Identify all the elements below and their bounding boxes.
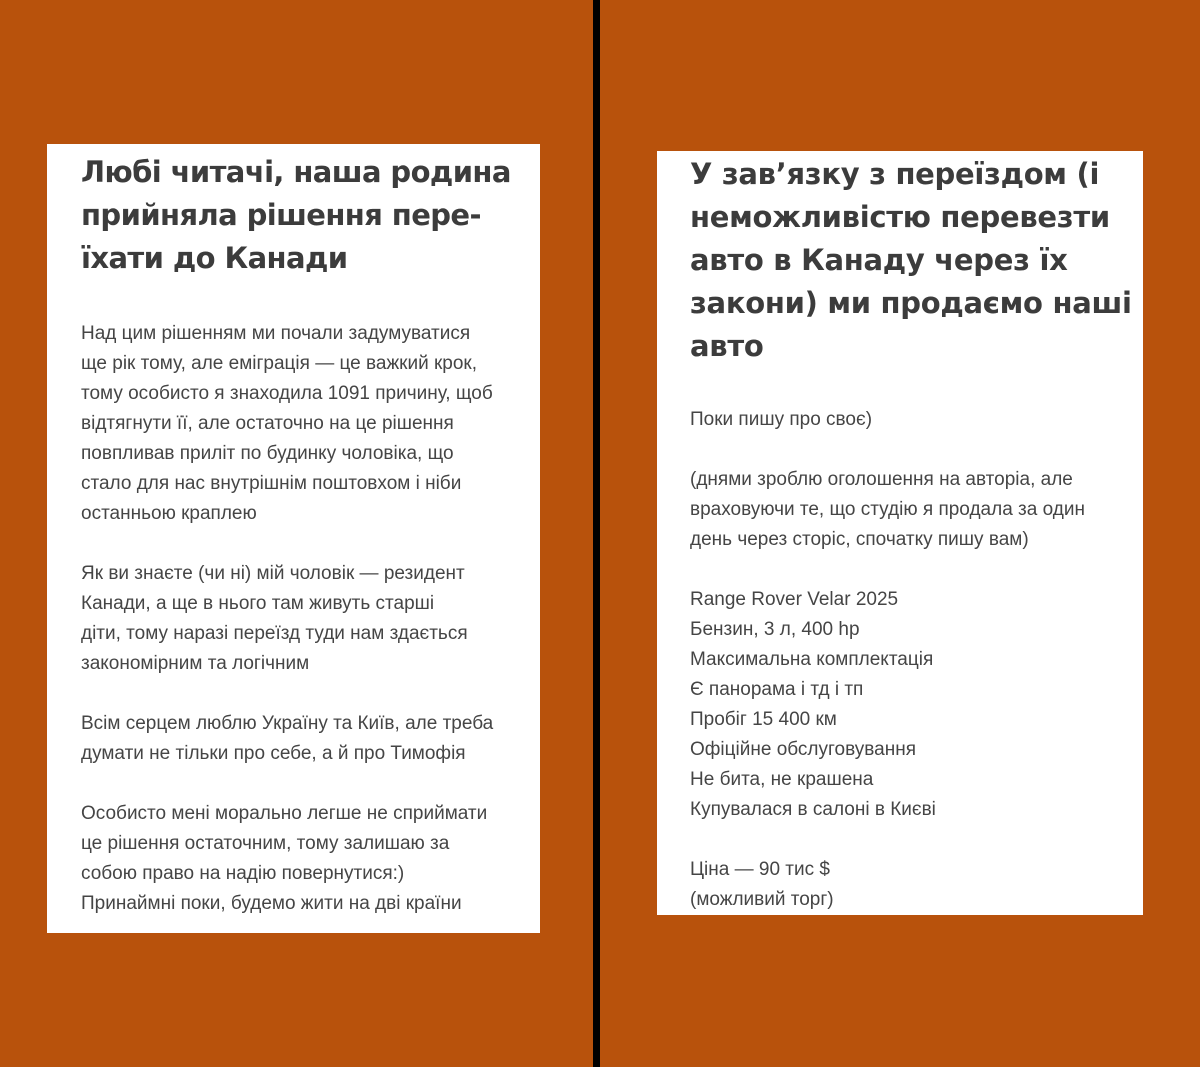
left-card-title [81,151,520,280]
text-line: останньою краплею [81,503,257,524]
right-card-title [690,153,1132,368]
text-line: закономірним та логічним [81,653,310,674]
price-line: Ціна — 90 тис $ [690,859,830,880]
text-line: думати не тільки про себе, а й про Тимофія [81,743,466,764]
text-line: враховуючи те, що студію я продала за один [690,499,1085,520]
title-line: Любі читачі, наша родина [81,155,511,189]
title-line: авто [690,329,764,363]
text-line: (днями зроблю оголошення на авторіа, але [690,469,1073,490]
left-paragraph-ukraine [81,709,520,769]
text-line: ще рік тому, але еміграція — це важкий крок, [81,353,478,374]
right-paragraph-note [690,465,1123,555]
text-line: Особисто мені морально легше не сприймати [81,803,488,824]
left-paragraph-hope [81,799,520,919]
text-line: собою право на надію повернутися:) [81,863,405,884]
text-line: тому особисто я знаходила 1091 причину, щоб [81,383,493,404]
spec-line: Пробіг 15 400 км [690,709,837,730]
text-line: стало для нас внутрішнім поштовхом і ніби [81,473,462,494]
title-line: закони) ми продаємо наші [690,286,1132,320]
left-paragraph-husband [81,559,520,679]
text-line: повпливав приліт по будинку чоловіка, що [81,443,454,464]
text-line: діти, тому наразі переїзд туди нам здається [81,623,468,644]
title-line: їхати до Канади [81,241,348,275]
title-line: У зав’язку з переїздом (і [690,157,1100,191]
text-line: день через сторіс, спочатку пишу вам) [690,529,1029,550]
text-line: Як ви знаєте (чи ні) мій чоловік — резидент [81,563,465,584]
title-line: авто в Канаду через їх [690,243,1068,277]
left-paragraph-decision [81,319,520,529]
right-story-card [657,151,1143,915]
spec-line: Є панорама і тд і тп [690,679,864,700]
text-line: Принаймні поки, будемо жити на дві країни [81,893,462,914]
left-story-card [47,144,540,933]
right-price [690,855,1123,915]
text-line: Над цим рішенням ми почали задумуватися [81,323,471,344]
text-line: Поки пишу про своє) [690,409,873,430]
title-line: неможливістю перевезти [690,200,1110,234]
right-car-specs [690,585,1123,825]
spec-line: Не бита, не крашена [690,769,874,790]
text-line: це рішення остаточним, тому залишаю за [81,833,450,854]
price-line: (можливий торг) [690,889,834,910]
spec-line: Бензин, 3 л, 400 hp [690,619,860,640]
panel-divider [593,0,600,1067]
text-line: Канади, а ще в нього там живуть старші [81,593,435,614]
text-line: відтягнути її, але остаточно на це рішення [81,413,454,434]
spec-line: Офіційне обслуговування [690,739,916,760]
spec-line: Range Rover Velar 2025 [690,589,899,610]
spec-line: Купувалася в салоні в Києві [690,799,936,820]
right-paragraph-intro [690,405,1123,435]
text-line: Всім серцем люблю Україну та Київ, але треба [81,713,494,734]
title-line: прийняла рішення пере- [81,198,481,232]
spec-line: Максимальна комплектація [690,649,934,670]
